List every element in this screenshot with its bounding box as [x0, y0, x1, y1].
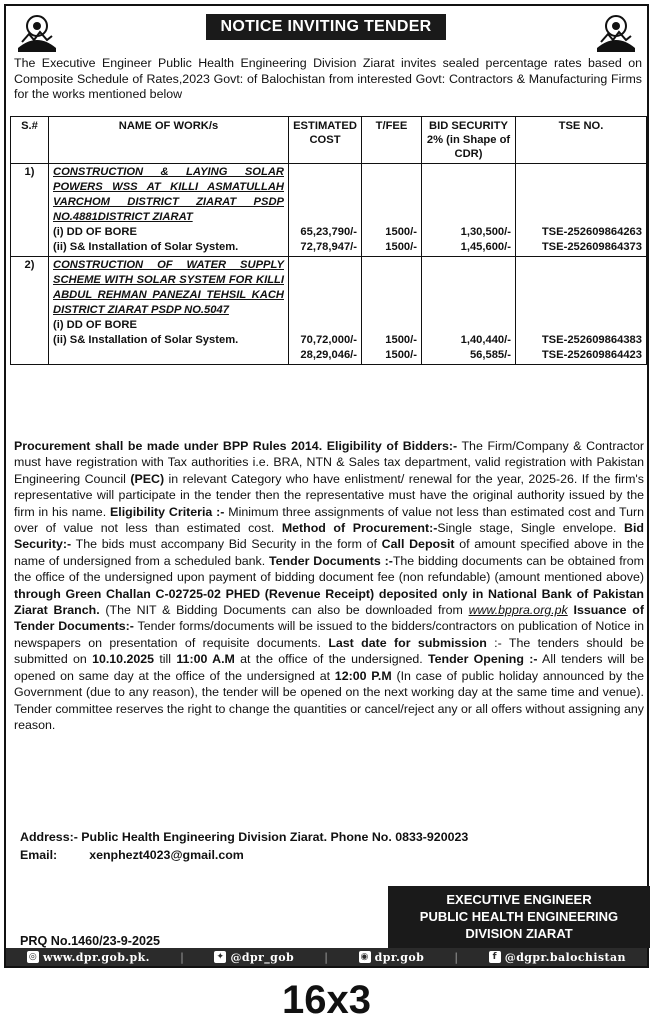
- row-work-name: [49, 164, 289, 257]
- submission-date: 10.10.2025: [92, 652, 155, 667]
- government-emblem-logo: [593, 12, 639, 54]
- globe-icon: ◎: [28, 952, 38, 962]
- tse-value: TSE-252609864423: [541, 349, 642, 361]
- row-tse: [516, 257, 647, 365]
- work-title: CONSTRUCTION & LAYING SOLAR POWERS WSS AT KILLI ASMATULLAH VARCHOM DISTRICT ZIARAT PSDP NO.4881DISTRICT ZIARAT: [53, 166, 284, 223]
- row-work-name: [49, 257, 289, 365]
- issuance-label: Issuance of Tender Documents:-: [14, 603, 644, 634]
- terms-paragraph: Procurement shall be made under BPP Rules 2014. Eligibility of Bidders:- The Firm/Company & Contractor must have registration with Tax authorities i.e. BRA, NTN & Sales tax department, valid registration with Pakistan Engineering Council (PEC) in relevant Category who have enlistment/ renewal for the year, 2025-26. If the firm's representative will participate in the tender then the representative must have the original authority issued by the firm in his name. Eligibility Criteria :- Minimum three assignments of value not less than estimated cost and Turn over of value not less than estimated cost. Method of Procurement:-Single stage, Single envelope. Bid Security:- The bids must accompany Bid Security in the form of Call Deposit of amount specified above in the name of undersigned from a scheduled bank. Tender Documents :-The bidding documents can be obtained from the office of the undersigned upon payment of bidding document fee (non refundable) (amount mentioned above) through Green Challan C-02725-02 PHED (Revenue Receipt) deposited only in National Bank of Pakistan Ziarat Branch. (The NIT & Bidding Documents can also be downloaded from www.bppra.org.pk Issuance of Tender Documents:- Tender forms/documents will be issued to the bidders/contractors on publication of Notice in newspapers on presentation of requisite documents. Last date for submission :- The tenders should be submitted on 10.10.2025 till 11:00 A.M at the office of the undersigned. Tender Opening :- All tenders will be opened on same day at the office of the undersigned at 12:00 P.M (In case of public holiday announced by the Government (due to any reason), the tender will be opened on the next working day at the same time and venue). Tender committee reserves the right to change the quantities or cancel/reject any or all offers without assigning any reason.: [14, 439, 645, 732]
- challan-text: through Green Challan C-02725-02 PHED (Revenue Receipt) deposited only in National Bank of Pakistan Ziarat Branch.: [14, 586, 644, 618]
- fee-value: 1500/-: [385, 349, 417, 361]
- row-sno: 2): [11, 257, 49, 365]
- footer-twitter[interactable]: ✦ @dpr_gob: [214, 951, 294, 964]
- cost-value: 65,23,790/-: [300, 226, 357, 238]
- fee-value: 1500/-: [385, 334, 417, 346]
- footer-website[interactable]: ◎ www.dpr.gob.pk.: [28, 950, 150, 964]
- address-block: [20, 828, 468, 864]
- header-bid-security: BID SECURITY 2% (in Shape of CDR): [422, 117, 516, 164]
- bid-value: 56,585/-: [469, 349, 511, 361]
- procurement-label: Procurement shall be made under BPP Rules 2014. Eligibility of Bidders:-: [14, 439, 458, 453]
- address-line: Address:- Public Health Engineering Division Ziarat. Phone No. 0833-920023: [20, 830, 469, 844]
- submission-time: 11:00 A.M: [176, 652, 235, 667]
- works-table: [10, 116, 647, 365]
- signature-block: EXECUTIVE ENGINEER PUBLIC HEALTH ENGINEERING DIVISION ZIARAT: [388, 886, 650, 948]
- criteria-label: Eligibility Criteria :-: [110, 504, 225, 519]
- facebook-icon: f: [489, 951, 501, 963]
- tse-value: TSE-252609864383: [541, 334, 642, 346]
- work-item-label: (ii) S& Installation of Solar System.: [53, 334, 239, 346]
- bid-security-label: Bid Security:-: [14, 521, 644, 552]
- last-date-label: Last date for submission: [328, 635, 487, 650]
- intro-paragraph: The Executive Engineer Public Health Engineering Division Ziarat invites sealed percentage rates based on Composite Schedule of Rates,2023 Govt: of Balochistan from interested Govt: Contractors & Manufacturing Firms for the works mentioned below: [14, 56, 642, 101]
- email-line: Email: xenphezt4023@gmail.com: [20, 848, 244, 862]
- method-label: Method of Procurement:-: [281, 521, 438, 536]
- row-tse: [516, 164, 647, 257]
- table-row: [11, 164, 647, 257]
- header-name: NAME OF WORK/s: [49, 117, 289, 164]
- footer-instagram[interactable]: ◉ dpr.gob: [360, 950, 425, 964]
- instagram-icon: ◉: [360, 952, 369, 962]
- email-address[interactable]: xenphezt4023@gmail.com: [89, 848, 244, 862]
- table-row: [11, 257, 647, 365]
- row-bid-security: [422, 257, 516, 365]
- government-emblem-logo: [14, 12, 60, 54]
- row-sno: 1): [11, 164, 49, 257]
- notice-title: NOTICE INVITING TENDER: [206, 14, 446, 40]
- fee-value: 1500/-: [385, 241, 417, 253]
- work-title: CONSTRUCTION OF WATER SUPPLY SCHEME WITH SOLAR SYSTEM FOR KILLI ABDUL REHMAN PANEZAI TEHSIL KACH DISTRICT ZIARAT PSDP NO.5047: [53, 259, 284, 316]
- header-sno: S.#: [11, 117, 49, 164]
- footer-facebook[interactable]: f @dgpr.balochistan: [489, 951, 626, 964]
- bid-value: 1,45,600/-: [460, 241, 511, 253]
- row-cost: [289, 164, 362, 257]
- row-cost: [289, 257, 362, 365]
- row-fee: [362, 257, 422, 365]
- twitter-icon: ✦: [214, 951, 226, 963]
- tse-value: TSE-252609864373: [541, 241, 642, 253]
- cost-value: 28,29,046/-: [300, 349, 357, 361]
- footer-bar: ◎ www.dpr.gob.pk. | ✦ @dpr_gob | ◉ dpr.gob | f @dgpr.balochistan: [6, 948, 647, 966]
- row-bid-security: [422, 164, 516, 257]
- tse-value: TSE-252609864263: [541, 226, 642, 238]
- prq-number: PRQ No.1460/23-9-2025: [20, 934, 161, 948]
- header-cost: ESTIMATED COST: [289, 117, 362, 164]
- ad-size-label: 16x3: [282, 978, 371, 1022]
- opening-time: 12:00 P.M: [334, 668, 392, 683]
- bppra-website-link[interactable]: www.bppra.org.pk: [468, 603, 568, 618]
- notice-frame: [4, 4, 649, 968]
- work-item-label: (i) DD OF BORE: [53, 226, 137, 238]
- cost-value: 70,72,000/-: [300, 334, 357, 346]
- work-item-label: (ii) S& Installation of Solar System.: [53, 241, 239, 253]
- work-item-label: (i) DD OF BORE: [53, 319, 137, 331]
- tender-documents-label: Tender Documents :-: [269, 553, 393, 568]
- row-fee: [362, 164, 422, 257]
- bid-value: 1,30,500/-: [460, 226, 511, 238]
- fee-value: 1500/-: [385, 226, 417, 238]
- tender-opening-label: Tender Opening :-: [428, 652, 538, 667]
- header-fee: T/FEE: [362, 117, 422, 164]
- cost-value: 72,78,947/-: [300, 241, 357, 253]
- table-header-row: [11, 117, 647, 164]
- header-tse: TSE NO.: [516, 117, 647, 164]
- bid-value: 1,40,440/-: [460, 334, 511, 346]
